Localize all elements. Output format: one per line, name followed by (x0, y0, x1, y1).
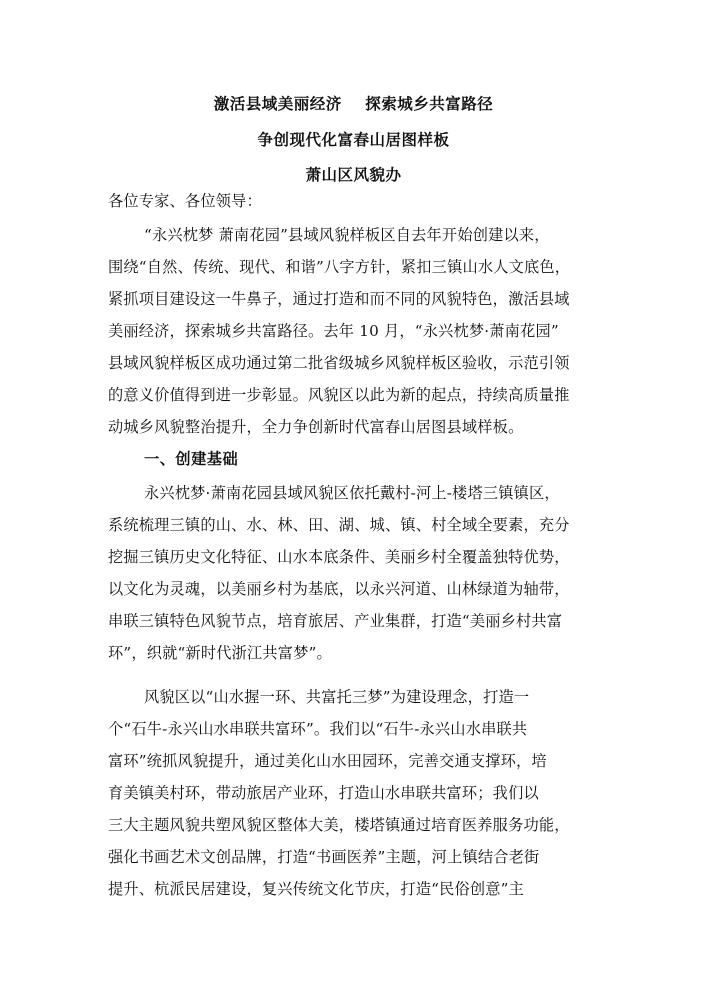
paragraph-line: 县域风貌样板区成功通过第二批省级城乡风貌样板区验收，示范引领 (108, 354, 570, 372)
paragraph-line: 紧抓项目建设这一牛鼻子，通过打造和而不同的风貌特色，激活县域 (108, 290, 570, 308)
section-heading: 一、创建基础 (144, 450, 239, 468)
salutation: 各位专家、各位领导： (108, 192, 262, 210)
paragraph-line: 以文化为灵魂，以美丽乡村为基底，以永兴河道、山林绿道为轴带， (108, 580, 570, 598)
document-title: 激活县域美丽经济 探索城乡共富路径 (213, 95, 494, 113)
document-subtitle: 争创现代化富春山居图样板 (257, 131, 450, 149)
paragraph-line: 的意义价值得到进一步彰显。风貌区以此为新的起点，持续高质量推 (108, 386, 570, 404)
paragraph-line: 动城乡风貌整治提升，全力争创新时代富春山居图县域样板。 (108, 418, 524, 436)
paragraph-line: 美丽经济，探索城乡共富路径。去年 10 月，“永兴枕梦·萧南花园” (108, 322, 559, 340)
document-author: 萧山区风貌办 (305, 166, 402, 184)
paragraph-line: 系统梳理三镇的山、水、林、田、湖、城、镇、村全域全要素，充分 (108, 516, 570, 534)
paragraph-line: 串联三镇特色风貌节点，培育旅居、产业集群，打造“美丽乡村共富 (108, 612, 563, 630)
paragraph-line: 永兴枕梦·萧南花园县域风貌区依托戴村-河上-楼塔三镇镇区， (144, 484, 560, 502)
paragraph-line: 围绕“自然、传统、现代、和谐”八字方针，紧扣三镇山水人文底色， (108, 258, 571, 276)
paragraph-line: 风貌区以“山水握一环、共富托三梦”为建设理念，打造一 (144, 688, 530, 706)
paragraph-line: 育美镇美村环，带动旅居产业环，打造山水串联共富环；我们以 (108, 784, 539, 802)
paragraph-line: 强化书画艺术文创品牌，打造“书画医养”主题，河上镇结合老街 (108, 848, 540, 866)
paragraph-line: 富环”统抓风貌提升，通过美化山水田园环，完善交通支撑环，培 (108, 752, 547, 770)
paragraph-line: 三大主题风貌共塑风貌区整体大美，楼塔镇通过培育医养服务功能， (108, 816, 570, 834)
paragraph-line: 环”，织就“新时代浙江共富梦”。 (108, 644, 332, 662)
paragraph-line: 挖掘三镇历史文化特征、山水本底条件、美丽乡村全覆盖独特优势， (108, 548, 570, 566)
paragraph-line: “永兴枕梦 萧南花园”县域风貌样板区自去年开始创建以来， (144, 226, 550, 244)
paragraph-line: 提升、杭派民居建设，复兴传统文化节庆，打造“民俗创意”主 (108, 880, 525, 898)
paragraph-line: 个“石牛-永兴山水串联共富环”。我们以“石牛-永兴山水串联共 (108, 720, 528, 738)
